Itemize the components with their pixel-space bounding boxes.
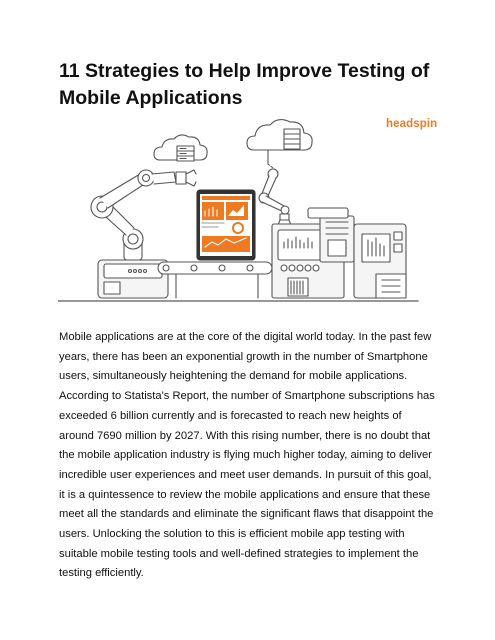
cloud-server-icon [247,120,312,172]
smartphone-icon [197,190,255,260]
robotic-arm-icon [91,170,196,298]
headspin-logo: headspin [386,118,438,130]
page-title: 11 Strategies to Help Improve Testing of Mobile Applications [59,60,430,109]
hero-illustration [58,112,438,308]
cloud-server-icon [154,135,207,161]
robotic-arm-icon [259,169,291,225]
conveyor-belt-icon [158,262,272,298]
article-body: Mobile applications are at the core of the digital world today. In the past few years, there has been an exponential growth in the number of Smartphone users, simultaneously heightening the demand for mobile applications. According to Statista's Report, the number of Smartphone subscriptions has exceeded 6 billion currently and is forecasted to reach new heights of around 7690 million by 2027. With this rising number, there is no doubt that the mobile application industry is flying much higher today, aiming to deliver incredible user experiences and meet user demands. In pursuit of this goal, it is a quintessence to review the mobile applications and ensure that these meet all the standards and eliminate the significant flaws that disappoint the users. Unlocking the solution to this is efficient mobile app testing with suitable mobile testing tools and well-defined strategies to implement the testing efficiently. [59,331,435,580]
